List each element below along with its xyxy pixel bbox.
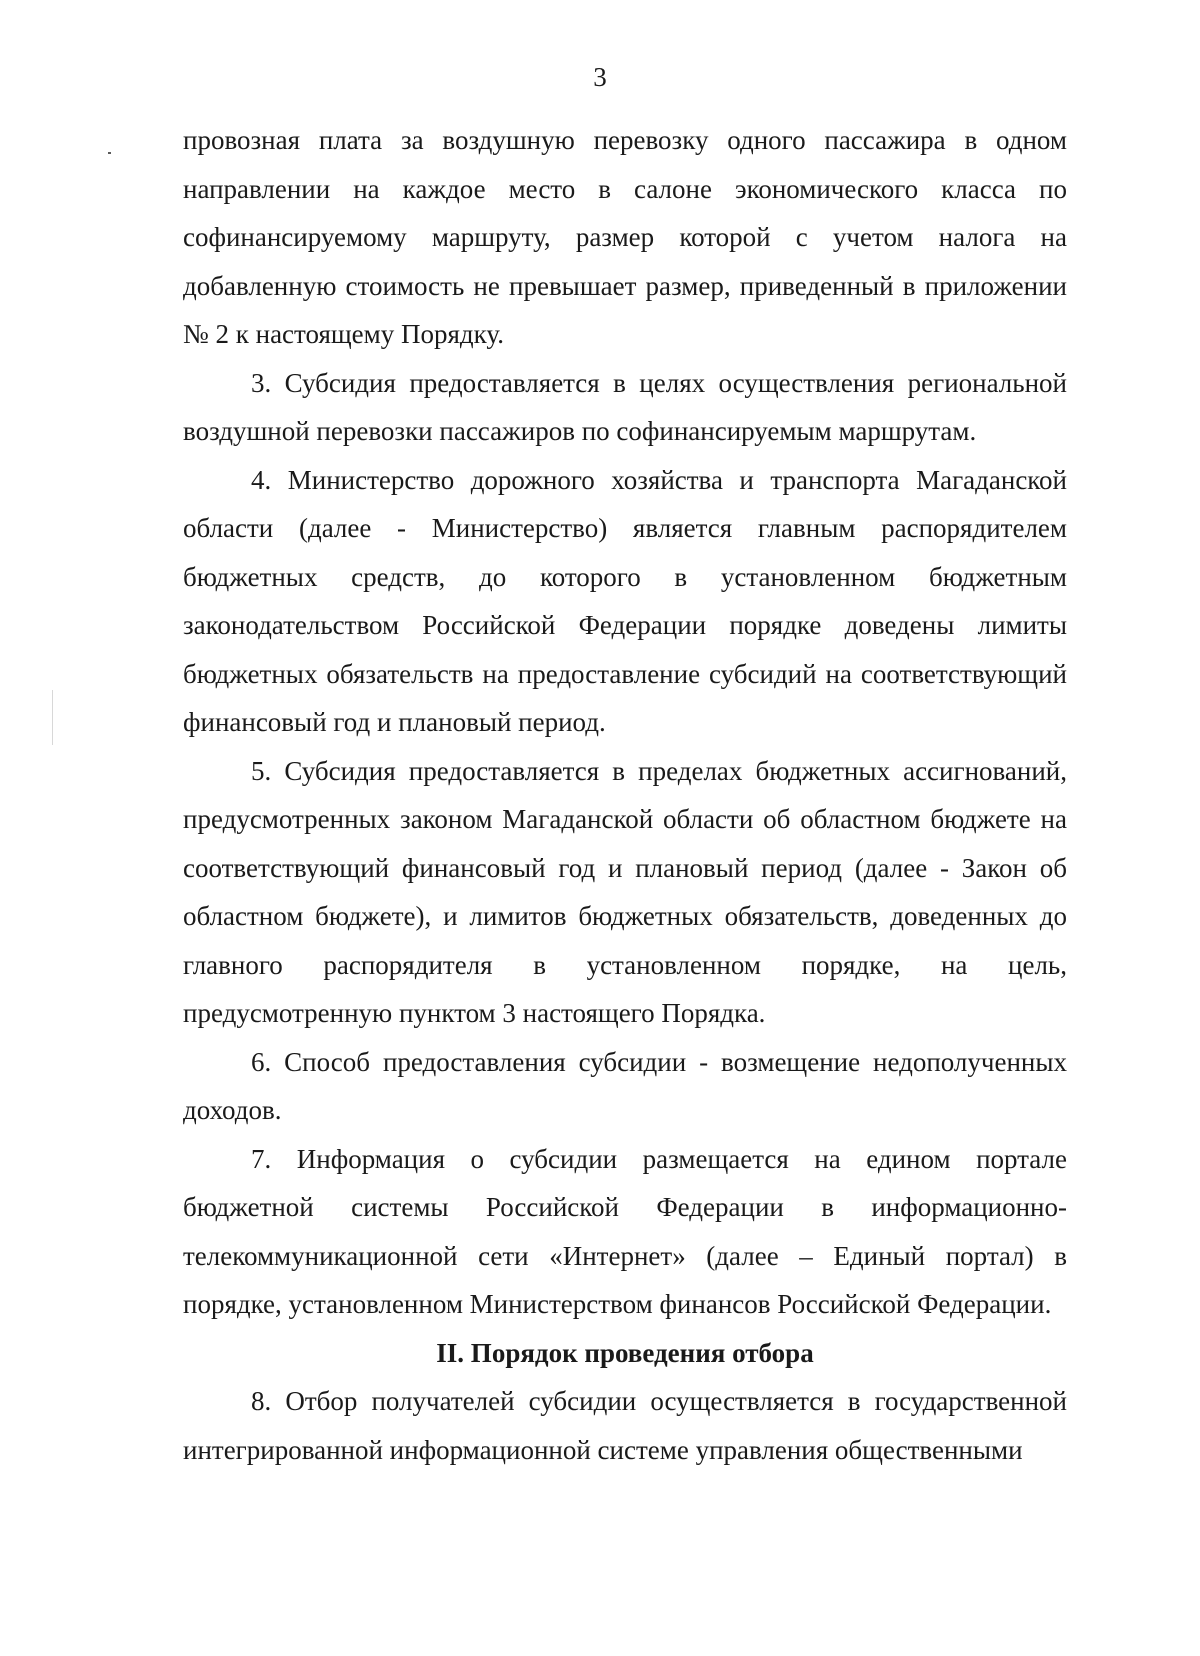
paragraph-8: 8. Отбор получателей субсидии осуществляется в государственной интегрированной информационной системе управления общественными xyxy=(183,1386,1067,1465)
page-number: 3 xyxy=(593,62,607,92)
paragraph-6: 6. Способ предоставления субсидии - возмещение недополученных доходов. xyxy=(183,1046,1067,1125)
section-heading: II. Порядок проведения отбора xyxy=(436,1337,814,1368)
document-body xyxy=(183,116,1067,1474)
paragraph-5: 5. Субсидия предоставляется в пределах бюджетных ассигнований, предусмотренных законом Магаданской области об областном бюджете на соответствующий финансовый год и плановый период (далее - Закон об областном бюджете), и лимитов бюджетных обязательств, доведенных до главного распорядителя в установленном порядке, на цель, предусмотренную пунктом 3 настоящего Порядка. xyxy=(183,755,1067,1028)
paragraph-7: 7. Информация о субсидии размещается на едином портале бюджетной системы Российской Федерации в информационно-телекоммуникационной сети «Интернет» (далее – Единый портал) в порядке, установленном Министерством финансов Российской Федерации. xyxy=(183,1143,1067,1319)
paragraph-3: 3. Субсидия предоставляется в целях осуществления региональной воздушной перевозки пассажиров по софинансируемым маршрутам. xyxy=(183,367,1067,446)
scan-speck xyxy=(108,152,111,154)
scan-speck xyxy=(52,690,53,745)
paragraph-4: 4. Министерство дорожного хозяйства и транспорта Магаданской области (далее - Министерство) является главным распорядителем бюджетных средств, до которого в установленном бюджетным законодательством Российской Федерации порядке доведены лимиты бюджетных обязательств на предоставление субсидий на соответствующий финансовый год и плановый период. xyxy=(183,464,1067,737)
paragraph-continuation: провозная плата за воздушную перевозку одного пассажира в одном направлении на каждое место в салоне экономического класса по софинансируемому маршруту, размер которой с учетом налога на добавленную стоимость не превышает размер, приведенный в приложении № 2 к настоящему Порядку. xyxy=(183,125,1067,349)
